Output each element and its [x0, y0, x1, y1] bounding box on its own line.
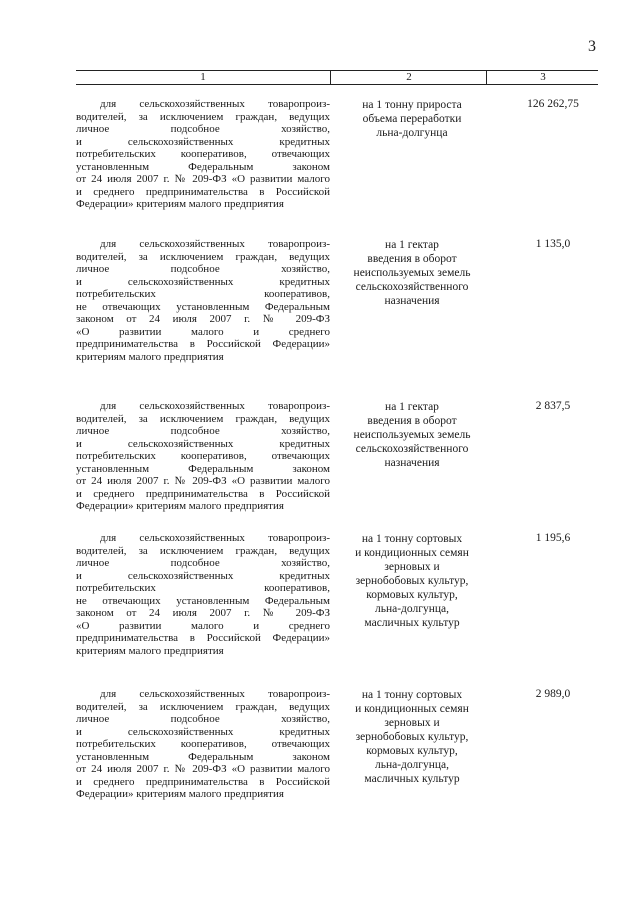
description-line: личное подсобное хозяйство,	[76, 557, 330, 569]
description-line: критериям малого предприятия	[76, 644, 224, 657]
description-line: Федерации» критериям малого предприятия	[76, 788, 284, 800]
description-line: для сельскохозяйственных товаропроиз-	[100, 532, 330, 544]
description-line: Федерации» критериям малого предприятия	[76, 198, 284, 210]
unit-line: на 1 гектар	[385, 239, 439, 251]
table-header	[76, 70, 598, 85]
row-value	[486, 238, 598, 251]
description-line: установленным Федеральным законом	[76, 160, 330, 173]
unit-line: льна-долгунца,	[374, 759, 449, 771]
page-number: 3	[588, 38, 596, 55]
header-col-1: 1	[200, 71, 206, 83]
row-value	[486, 532, 598, 545]
unit-line: сельскохозяйственного	[355, 443, 469, 455]
description-line: предпринимательства в Российской Федерации»	[76, 632, 330, 644]
unit-line: сельскохозяйственного	[355, 281, 469, 293]
description-line: установленным Федеральным законом	[76, 750, 330, 763]
description-line: законом от 24 июля 2007 г. № 209-ФЗ	[76, 607, 330, 619]
header-col-2: 2	[330, 71, 487, 84]
description-line: и сельскохозяйственных кредитных	[76, 569, 330, 582]
row-description	[76, 238, 330, 363]
description-line: от 24 июля 2007 г. № 209-ФЗ «О развитии малого	[76, 763, 330, 775]
description-line: и среднего предпринимательства в Российской	[76, 775, 330, 788]
row-value	[486, 98, 598, 111]
description-line: водителей, за исключением граждан, ведущих	[76, 250, 330, 263]
description-line: личное подсобное хозяйство,	[76, 263, 330, 275]
description-line: и сельскохозяйственных кредитных	[76, 725, 330, 738]
description-line: водителей, за исключением граждан, ведущих	[76, 110, 330, 123]
description-line: потребительских кооперативов,	[76, 582, 330, 594]
description-line: потребительских кооперативов, отвечающих	[76, 450, 330, 462]
description-line: не отвечающих установленным Федеральным	[76, 300, 330, 313]
description-line: Федерации» критериям малого предприятия	[76, 500, 284, 512]
description-line: «О развитии малого и среднего	[76, 619, 330, 632]
description-line: потребительских кооперативов,	[76, 288, 330, 300]
unit-line: объема переработки	[362, 113, 462, 125]
unit-line: назначения	[384, 295, 440, 307]
description-line: «О развитии малого и среднего	[76, 325, 330, 338]
unit-line: льна-долгунца,	[374, 603, 449, 615]
description-line: потребительских кооперативов, отвечающих	[76, 738, 330, 750]
description-line: предпринимательства в Российской Федерации»	[76, 338, 330, 350]
unit-line: на 1 тонну сортовых	[361, 533, 463, 545]
unit-line: на 1 тонну сортовых	[361, 689, 463, 701]
value-text: 2 837,5	[535, 400, 571, 412]
unit-line: масличных культур	[364, 617, 460, 629]
unit-line: на 1 гектар	[385, 401, 439, 413]
description-line: личное подсобное хозяйство,	[76, 425, 330, 437]
unit-line: неиспользуемых земель	[353, 429, 471, 441]
description-line: для сельскохозяйственных товаропроиз-	[100, 688, 330, 700]
description-line: и сельскохозяйственных кредитных	[76, 275, 330, 288]
description-line: критериям малого предприятия	[76, 350, 224, 363]
description-line: для сельскохозяйственных товаропроиз-	[100, 400, 330, 412]
row-unit	[340, 532, 484, 630]
description-line: и сельскохозяйственных кредитных	[76, 437, 330, 450]
description-line: не отвечающих установленным Федеральным	[76, 594, 330, 607]
value-text: 1 135,0	[535, 238, 571, 250]
unit-line: и кондиционных семян	[355, 703, 469, 715]
row-unit	[340, 98, 484, 140]
description-line: водителей, за исключением граждан, ведущих	[76, 700, 330, 713]
unit-line: введения в оборот	[367, 253, 457, 265]
row-description	[76, 688, 330, 801]
unit-line: зерновых и	[384, 561, 440, 573]
unit-line: зернобобовых культур,	[355, 575, 469, 587]
description-line: от 24 июля 2007 г. № 209-ФЗ «О развитии малого	[76, 173, 330, 185]
description-line: и среднего предпринимательства в Российской	[76, 185, 330, 198]
description-line: водителей, за исключением граждан, ведущих	[76, 412, 330, 425]
header-col-3: 3	[486, 71, 599, 84]
row-unit	[340, 238, 484, 308]
row-description	[76, 98, 330, 211]
row-unit	[340, 400, 484, 470]
unit-line: неиспользуемых земель	[353, 267, 471, 279]
value-text: 2 989,0	[535, 688, 571, 700]
unit-line: кормовых культур,	[366, 589, 458, 601]
description-line: для сельскохозяйственных товаропроиз-	[100, 98, 330, 110]
unit-line: зерновых и	[384, 717, 440, 729]
row-description	[76, 532, 330, 657]
description-line: и сельскохозяйственных кредитных	[76, 135, 330, 148]
unit-line: на 1 тонну прироста	[362, 99, 462, 111]
row-unit	[340, 688, 484, 786]
description-line: личное подсобное хозяйство,	[76, 123, 330, 135]
description-line: законом от 24 июля 2007 г. № 209-ФЗ	[76, 313, 330, 325]
unit-line: введения в оборот	[367, 415, 457, 427]
value-text: 1 195,6	[535, 532, 571, 544]
description-line: и среднего предпринимательства в Российской	[76, 487, 330, 500]
description-line: для сельскохозяйственных товаропроиз-	[100, 238, 330, 250]
description-line: водителей, за исключением граждан, ведущих	[76, 544, 330, 557]
description-line: потребительских кооперативов, отвечающих	[76, 148, 330, 160]
unit-line: кормовых культур,	[366, 745, 458, 757]
row-value	[486, 400, 598, 413]
description-line: от 24 июля 2007 г. № 209-ФЗ «О развитии малого	[76, 475, 330, 487]
unit-line: масличных культур	[364, 773, 460, 785]
row-description	[76, 400, 330, 513]
value-text: 126 262,75	[527, 98, 579, 110]
unit-line: назначения	[384, 457, 440, 469]
row-value	[486, 688, 598, 701]
unit-line: льна-долгунца	[376, 127, 448, 139]
description-line: установленным Федеральным законом	[76, 462, 330, 475]
description-line: личное подсобное хозяйство,	[76, 713, 330, 725]
unit-line: и кондиционных семян	[355, 547, 469, 559]
unit-line: зернобобовых культур,	[355, 731, 469, 743]
